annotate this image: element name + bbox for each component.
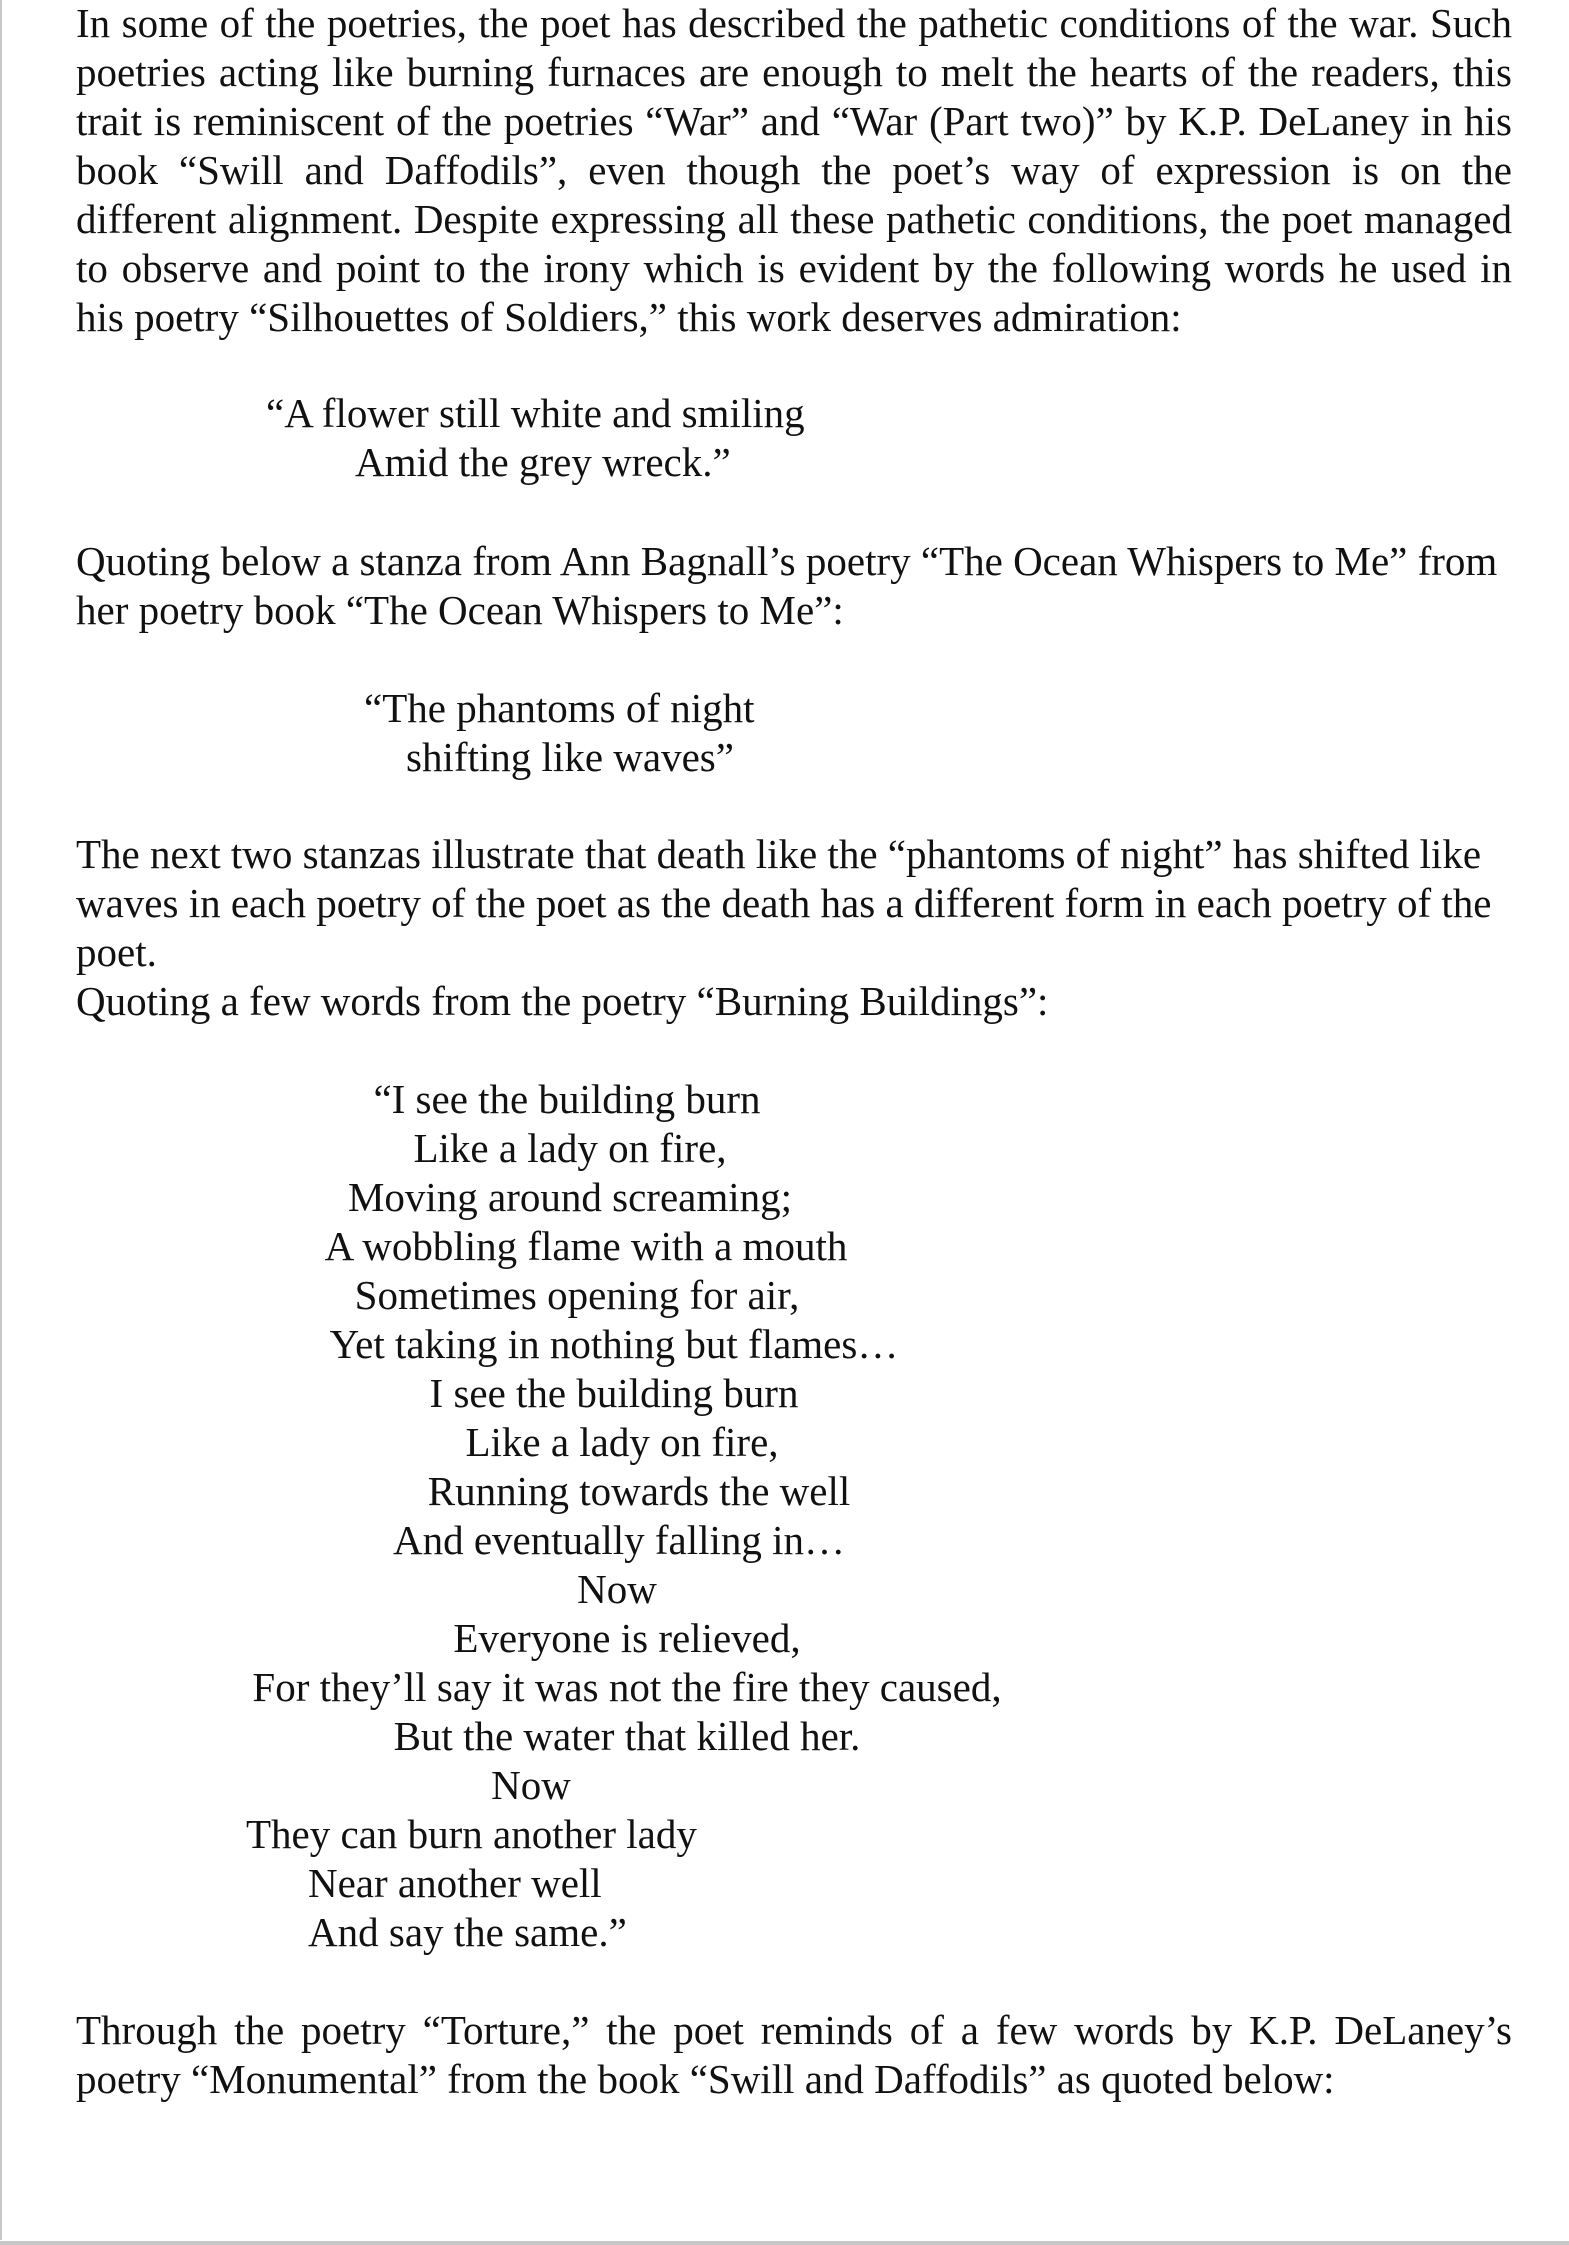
page-bottom-border <box>0 2241 1569 2245</box>
quote-line: Yet taking in nothing but flames… <box>329 1321 899 1367</box>
page-left-border <box>0 0 2 2240</box>
paragraph-ann-bagnall-text: Quoting below a stanza from Ann Bagnall’s poetry “The Ocean Whispers to Me” from her poetry book “The Ocean Whispers to Me”: <box>76 538 1498 633</box>
quote-line: “The phantoms of night <box>364 685 755 731</box>
quote-line: shifting like waves” <box>406 734 734 780</box>
quote-line: Now <box>491 1762 571 1808</box>
paragraph-burning-buildings-intro-text: Quoting a few words from the poetry “Burning Buildings”: <box>76 978 1049 1024</box>
quote-line: For they’ll say it was not the fire they caused, <box>252 1664 1002 1710</box>
quote-line: “A flower still white and smiling <box>266 390 805 436</box>
paragraph-ann-bagnall <box>76 537 1512 635</box>
quote-line: They can burn another lady <box>246 1811 697 1857</box>
quote-line: Now <box>577 1566 657 1612</box>
quote-line: And say the same.” <box>308 1909 627 1955</box>
quote-line: Near another well <box>308 1860 602 1906</box>
quote-line: And eventually falling in… <box>392 1517 846 1563</box>
quote-line: Amid the grey wreck.” <box>355 439 731 485</box>
paragraph-phantoms-of-night <box>76 830 1512 977</box>
quote-line: But the water that killed her. <box>393 1713 861 1759</box>
quote-line: Moving around screaming; <box>347 1174 793 1220</box>
quote-line: “I see the building burn <box>373 1076 761 1122</box>
quote-line: I see the building burn <box>429 1370 799 1416</box>
paragraph-torture-monumental: Through the poetry “Torture,” the poet reminds of a few words by K.P. DeLaney’s poetry “Monumental” from the book “Swill and Daffodils” as quoted below: <box>76 2007 1512 2102</box>
quote-line: A wobbling flame with a mouth <box>324 1223 848 1269</box>
quote-line: Sometimes opening for air, <box>354 1272 800 1318</box>
quote-line: Everyone is relieved, <box>453 1615 801 1661</box>
quote-line: Running towards the well <box>427 1468 851 1514</box>
quote-line: Like a lady on fire, <box>465 1419 779 1465</box>
paragraph-phantoms-of-night-text: The next two stanzas illustrate that death like the “phantoms of night” has shifted like waves in each poetry of the poet as the death has a different form in each poetry of the poet. <box>76 831 1492 975</box>
paragraph-burning-buildings-intro <box>76 977 1512 1026</box>
paragraph-war-poetries: In some of the poetries, the poet has described the pathetic conditions of the war. Such poetries acting like burning furnaces are enough to melt the hearts of the readers, this trait is reminiscent of the poetries “War” and “War (Part two)” by K.P. DeLaney in his book “Swill and Daffodils”, even though the poet’s way of expression is on the different alignment. Despite expressing all these pathetic conditions, the poet managed to observe and point to the irony which is evident by the following words he used in his poetry “Silhouettes of Soldiers,” this work deserves admiration: <box>76 0 1512 340</box>
quote-line: Like a lady on fire, <box>413 1125 727 1171</box>
